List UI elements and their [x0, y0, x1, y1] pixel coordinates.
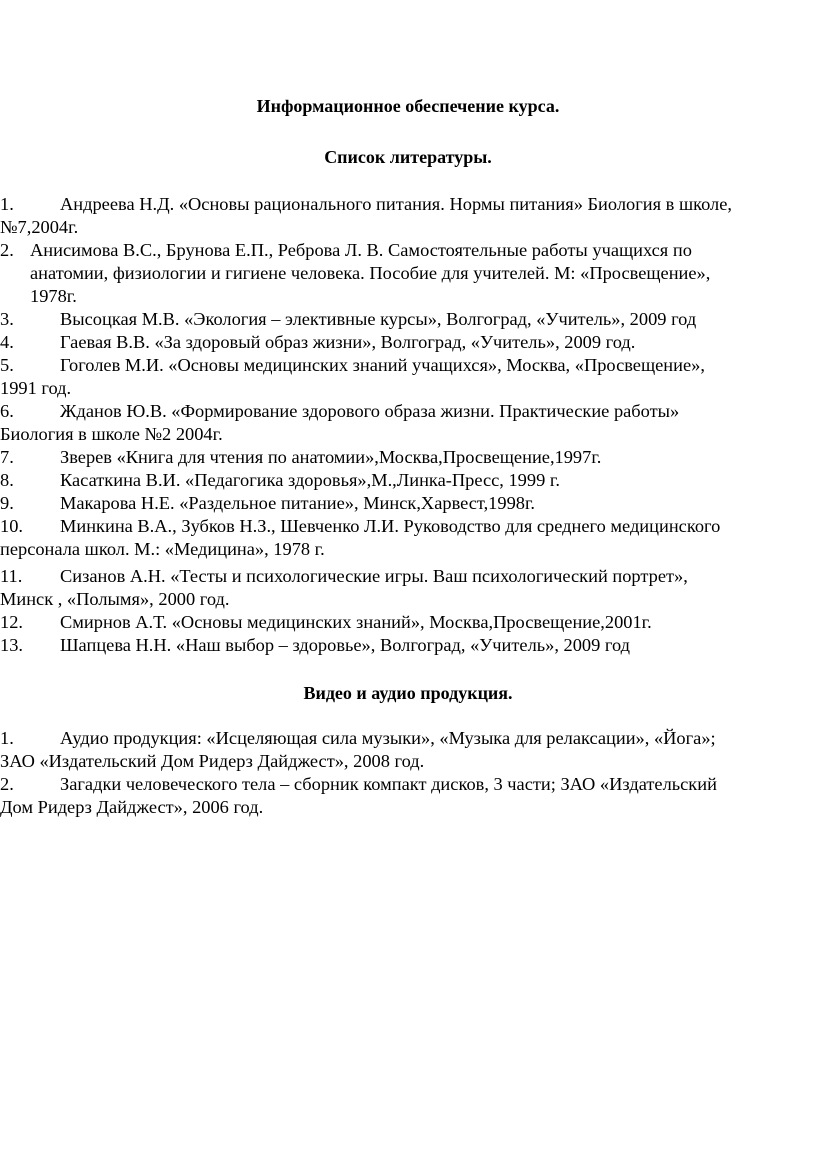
list-item	[0, 193, 800, 239]
item-text: Высоцкая М.В. «Экология – элективные курсы», Волгоград, «Учитель», 2009 год	[60, 309, 697, 329]
item-number: 1.	[0, 194, 14, 214]
item-text: Минкина В.А., Зубков Н.З., Шевченко Л.И. Руководство для среднего медицинского	[60, 516, 721, 536]
item-text: 1978г.	[30, 286, 77, 306]
item-text: Андреева Н.Д. «Основы рационального питания. Нормы питания» Биология в школе,	[60, 194, 732, 214]
list-item	[0, 634, 800, 657]
item-text: №7,2004г.	[0, 217, 79, 237]
item-number: 2.	[0, 240, 14, 260]
list-item	[0, 331, 800, 354]
item-number: 8.	[0, 470, 14, 490]
item-text: Дом Ридерз Дайджест», 2006 год.	[0, 797, 264, 817]
item-text: Зверев «Книга для чтения по анатомии»,Москва,Просвещение,1997г.	[60, 447, 602, 467]
list-item	[0, 239, 800, 308]
item-number: 5.	[0, 355, 14, 375]
item-text: Загадки человеческого тела – сборник компакт дисков, 3 части; ЗАО «Издательский	[60, 774, 717, 794]
list-item	[0, 565, 800, 611]
item-text: Аудио продукция: «Исцеляющая сила музыки», «Музыка для релаксации», «Йога»;	[60, 728, 716, 748]
item-text: Сизанов А.Н. «Тесты и психологические игры. Ваш психологический портрет»,	[60, 566, 688, 586]
item-number: 3.	[0, 309, 14, 329]
item-text: 1991 год.	[0, 378, 72, 398]
list-item	[0, 469, 800, 492]
item-text: анатомии, физиологии и гигиене человека. Пособие для учителей. М: «Просвещение»,	[30, 263, 711, 283]
item-number: 1.	[0, 728, 14, 748]
item-number: 10.	[0, 516, 23, 536]
item-number: 2.	[0, 774, 14, 794]
item-number: 11.	[0, 566, 23, 586]
literature-heading: Список литературы.	[324, 147, 492, 167]
list-item	[0, 492, 800, 515]
list-item	[0, 308, 800, 331]
list-item	[0, 727, 800, 773]
item-number: 7.	[0, 447, 14, 467]
list-item	[0, 446, 800, 469]
item-text: Макарова Н.Е. «Раздельное питание», Минск,Харвест,1998г.	[60, 493, 536, 513]
item-number: 6.	[0, 401, 14, 421]
list-item	[0, 515, 800, 561]
list-item	[0, 354, 800, 400]
item-text: Гоголев М.И. «Основы медицинских знаний учащихся», Москва, «Просвещение»,	[60, 355, 705, 375]
item-text: Касаткина В.И. «Педагогика здоровья»,М.,Линка-Пресс, 1999 г.	[60, 470, 560, 490]
item-text: Гаевая В.В. «За здоровый образ жизни», Волгоград, «Учитель», 2009 год.	[60, 332, 636, 352]
list-item	[0, 400, 800, 446]
media-heading: Видео и аудио продукция.	[303, 683, 513, 703]
item-text: ЗАО «Издательский Дом Ридерз Дайджест», 2008 год.	[0, 751, 425, 771]
item-text: Анисимова В.С., Брунова Е.П., Реброва Л. В. Самостоятельные работы учащихся по	[30, 240, 692, 260]
item-text: Жданов Ю.В. «Формирование здорового образа жизни. Практические работы»	[60, 401, 680, 421]
document-title: Информационное обеспечение курса.	[256, 96, 560, 116]
item-number: 12.	[0, 612, 23, 632]
item-text: персонала школ. М.: «Медицина», 1978 г.	[0, 539, 325, 559]
item-number: 4.	[0, 332, 14, 352]
item-text: Минск , «Полымя», 2000 год.	[0, 589, 230, 609]
list-item	[0, 773, 800, 819]
item-text: Шапцева Н.Н. «Наш выбор – здоровье», Волгоград, «Учитель», 2009 год	[60, 635, 631, 655]
item-number: 13.	[0, 635, 23, 655]
item-text: Смирнов А.Т. «Основы медицинских знаний», Москва,Просвещение,2001г.	[60, 612, 652, 632]
item-number: 9.	[0, 493, 14, 513]
list-item	[0, 611, 800, 634]
item-text: Биология в школе №2 2004г.	[0, 424, 223, 444]
